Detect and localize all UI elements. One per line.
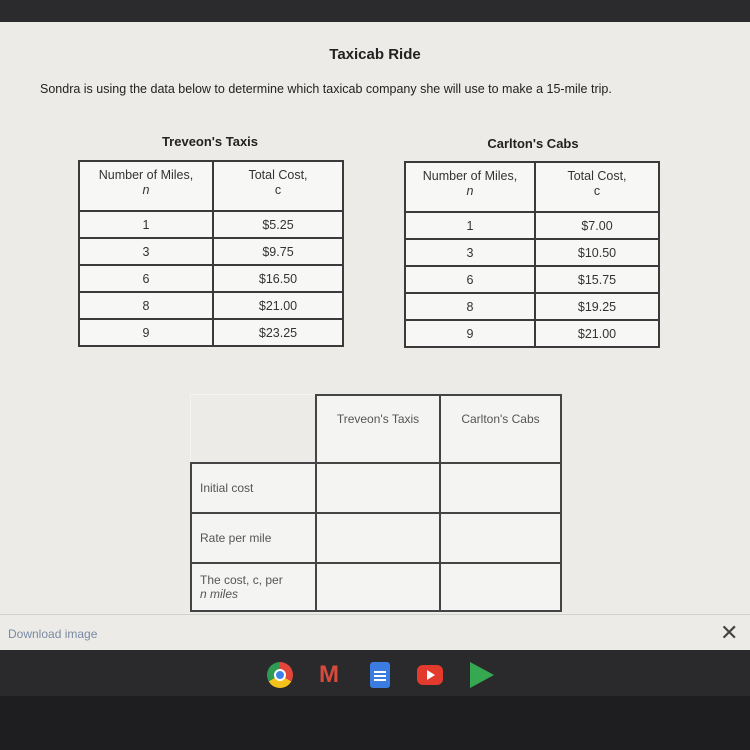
summary-header-treveon: Treveon's Taxis <box>316 395 440 463</box>
cost-cell: $23.25 <box>213 319 343 346</box>
download-image-link[interactable]: Download image <box>8 627 98 641</box>
answer-cell-carlton-initial[interactable] <box>440 463 561 513</box>
miles-cell: 8 <box>79 292 213 319</box>
cost-cell: $16.50 <box>213 265 343 292</box>
table-row <box>405 212 659 239</box>
variable-label: c <box>593 184 601 198</box>
answer-cell-treveon-initial[interactable] <box>316 463 440 513</box>
treveon-table <box>78 160 344 347</box>
header-label: Total Cost, <box>248 168 308 182</box>
divider <box>0 614 750 615</box>
variable-label: n <box>466 184 474 198</box>
answer-cell-treveon-rate[interactable] <box>316 513 440 563</box>
screen <box>0 22 750 650</box>
cost-cell: $21.00 <box>535 320 659 347</box>
miles-cell: 3 <box>79 238 213 265</box>
taskbar <box>0 650 750 696</box>
row-label-line: The cost, c, per <box>200 573 283 587</box>
miles-cell: 9 <box>405 320 535 347</box>
blank-corner-cell <box>191 395 316 463</box>
answer-cell-carlton-formula[interactable] <box>440 563 561 611</box>
gmail-icon[interactable]: M <box>319 661 339 688</box>
close-icon[interactable]: ✕ <box>720 620 739 645</box>
miles-cell: 9 <box>79 319 213 346</box>
cost-cell: $15.75 <box>535 266 659 293</box>
row-label-cost-formula <box>191 563 316 611</box>
header-cell <box>213 161 343 211</box>
miles-cell: 8 <box>405 293 535 320</box>
miles-cell: 1 <box>79 211 213 238</box>
cost-cell: $10.50 <box>535 239 659 266</box>
answer-cell-treveon-formula[interactable] <box>316 563 440 611</box>
page-title: Taxicab Ride <box>329 46 421 63</box>
cost-cell: $9.75 <box>213 238 343 265</box>
cost-cell: $7.00 <box>535 212 659 239</box>
docs-icon[interactable] <box>370 662 390 688</box>
header-label: Number of Miles, <box>422 169 518 183</box>
header-label: Total Cost, <box>567 169 627 183</box>
youtube-icon[interactable] <box>417 665 443 685</box>
miles-cell: 6 <box>79 265 213 292</box>
table-row <box>79 211 343 238</box>
carlton-caption: Carlton's Cabs <box>487 136 579 151</box>
miles-cell: 6 <box>405 266 535 293</box>
chrome-icon[interactable] <box>267 662 293 688</box>
summary-table <box>190 394 562 612</box>
row-label-line: n miles <box>200 587 239 601</box>
play-store-icon[interactable] <box>470 662 494 688</box>
cost-cell: $21.00 <box>213 292 343 319</box>
header-cell <box>405 162 535 212</box>
table-row <box>79 238 343 265</box>
miles-cell: 1 <box>405 212 535 239</box>
row-label-rate-per-mile: Rate per mile <box>191 513 316 563</box>
table-row <box>405 320 659 347</box>
table-row <box>405 239 659 266</box>
variable-label: n <box>142 183 150 197</box>
table-row <box>79 292 343 319</box>
cost-cell: $19.25 <box>535 293 659 320</box>
header-cell <box>79 161 213 211</box>
header-label: Number of Miles, <box>98 168 194 182</box>
table-row <box>405 266 659 293</box>
table-row <box>79 265 343 292</box>
cost-cell: $5.25 <box>213 211 343 238</box>
problem-prompt: Sondra is using the data below to determine which taxicab company she will use to make a 15-mile trip. <box>40 82 612 96</box>
variable-label: c <box>274 183 282 197</box>
header-cell <box>535 162 659 212</box>
miles-cell: 3 <box>405 239 535 266</box>
row-label-initial-cost: Initial cost <box>191 463 316 513</box>
carlton-table <box>404 161 660 348</box>
bezel <box>0 696 750 750</box>
treveon-caption: Treveon's Taxis <box>161 134 259 149</box>
table-row <box>79 319 343 346</box>
answer-cell-carlton-rate[interactable] <box>440 513 561 563</box>
table-row <box>405 293 659 320</box>
summary-header-carlton: Carlton's Cabs <box>440 395 561 463</box>
